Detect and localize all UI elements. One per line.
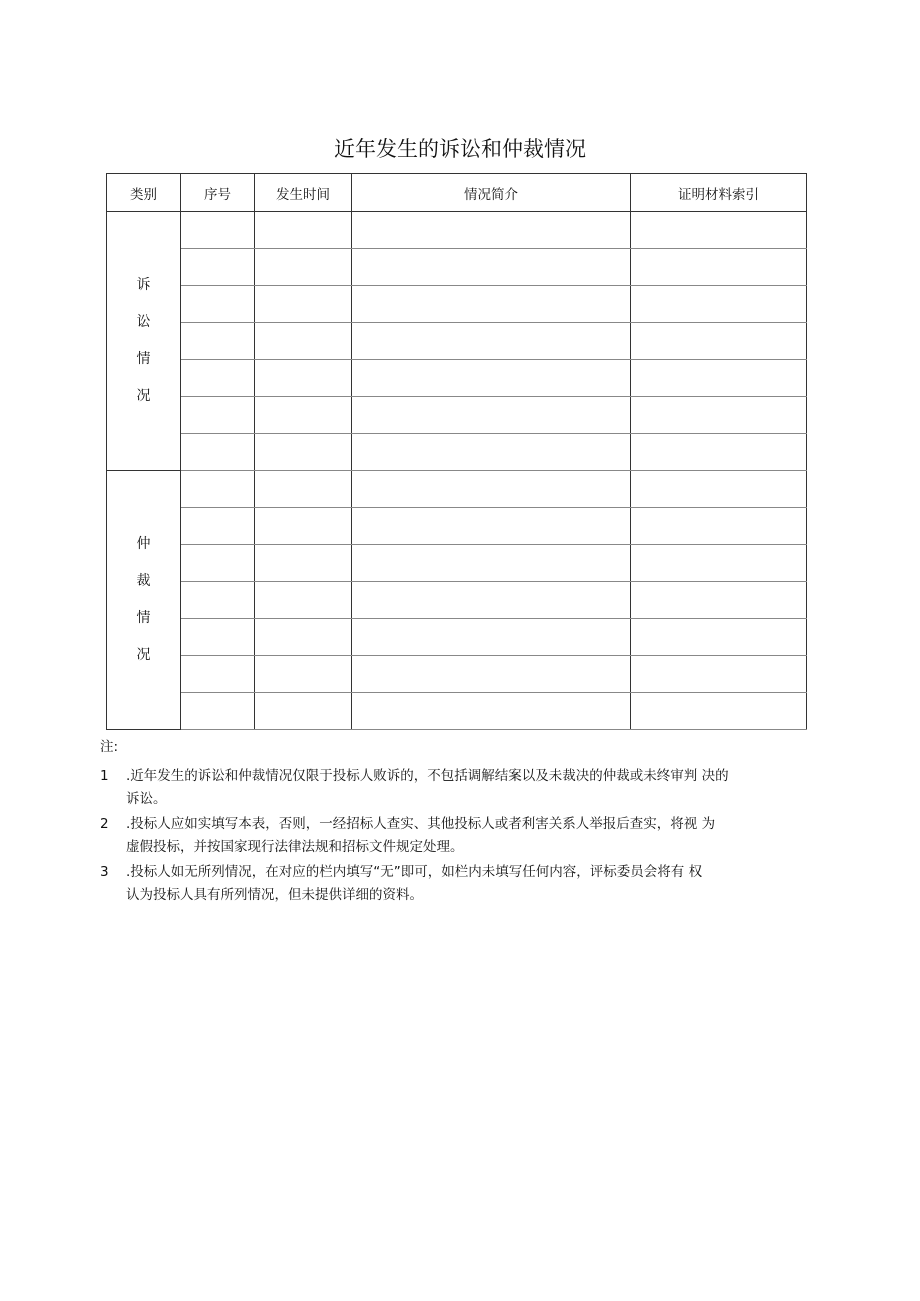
cell-summary[interactable] [352,286,631,323]
cell-number[interactable] [181,249,255,286]
cell-summary[interactable] [352,434,631,471]
cell-evidence-index[interactable] [631,434,807,471]
note-line: 认为投标人具有所列情况，但未提供详细的资料。 [126,887,423,903]
category-arbitration [107,471,181,730]
category-char: 情 [136,351,151,367]
table-row [107,286,807,323]
category-label [137,526,151,674]
table-row [107,656,807,693]
cell-summary[interactable] [352,212,631,249]
table-row [107,693,807,730]
cell-evidence-index[interactable] [631,508,807,545]
cell-number[interactable] [181,619,255,656]
cell-number[interactable] [181,397,255,434]
cell-number[interactable] [181,656,255,693]
header-category: 类别 [107,174,181,212]
category-char: 仲 [136,536,151,552]
cell-evidence-index[interactable] [631,693,807,730]
note-number: 3 [100,864,109,880]
table-row [107,619,807,656]
cell-evidence-index[interactable] [631,286,807,323]
category-char: 况 [136,647,151,663]
cell-number[interactable] [181,360,255,397]
note-number: 1 [100,768,109,784]
cell-date[interactable] [255,212,352,249]
table-row [107,471,807,508]
note-line: .近年发生的诉讼和仲裁情况仅限于投标人败诉的，不包括调解结案以及未裁决的仲裁或未终审判 决的 [126,768,729,784]
cell-evidence-index[interactable] [631,582,807,619]
cell-summary[interactable] [352,249,631,286]
category-char: 讼 [136,314,151,330]
cell-evidence-index[interactable] [631,656,807,693]
note-line: 虚假投标，并按国家现行法律法规和招标文件规定处理。 [126,839,464,855]
cell-number[interactable] [181,582,255,619]
table-row [107,323,807,360]
note-number: 2 [100,816,109,832]
note-item [100,765,820,811]
cell-number[interactable] [181,212,255,249]
cell-summary[interactable] [352,360,631,397]
cell-summary[interactable] [352,619,631,656]
header-number: 序号 [181,174,255,212]
cell-summary[interactable] [352,693,631,730]
cell-date[interactable] [255,508,352,545]
category-char: 况 [136,388,151,404]
cell-summary[interactable] [352,323,631,360]
header-summary: 情况简介 [352,174,631,212]
cell-date[interactable] [255,360,352,397]
cell-number[interactable] [181,471,255,508]
cell-date[interactable] [255,434,352,471]
page-title: 近年发生的诉讼和仲裁情况 [334,137,586,161]
notes-heading: 注: [100,739,119,755]
cell-evidence-index[interactable] [631,397,807,434]
cell-summary[interactable] [352,582,631,619]
table-row [107,508,807,545]
note-line: .投标人如无所列情况，在对应的栏内填写“无”即可，如栏内未填写任何内容，评标委员会将有 权 [126,864,703,880]
cell-number[interactable] [181,286,255,323]
cell-date[interactable] [255,582,352,619]
category-char: 诉 [136,277,151,293]
cell-evidence-index[interactable] [631,619,807,656]
cell-date[interactable] [255,545,352,582]
cell-evidence-index[interactable] [631,545,807,582]
cell-date[interactable] [255,471,352,508]
cell-number[interactable] [181,508,255,545]
table-row [107,545,807,582]
cell-date[interactable] [255,656,352,693]
cell-evidence-index[interactable] [631,212,807,249]
header-evidence-index: 证明材料索引 [631,174,807,212]
cell-date[interactable] [255,249,352,286]
table-row [107,434,807,471]
note-item [100,861,820,907]
note-line: 诉讼。 [126,791,167,807]
cell-number[interactable] [181,693,255,730]
cell-date[interactable] [255,323,352,360]
cell-summary[interactable] [352,656,631,693]
cell-evidence-index[interactable] [631,323,807,360]
category-char: 情 [136,610,151,626]
category-litigation [107,212,181,471]
note-line: .投标人应如实填写本表，否则，一经招标人查实、其他投标人或者利害关系人举报后查实，将视 为 [126,816,716,832]
cell-number[interactable] [181,323,255,360]
category-label [137,267,151,415]
table-row [107,360,807,397]
table-row [107,582,807,619]
litigation-arbitration-table [106,173,807,730]
cell-summary[interactable] [352,471,631,508]
table-header-row [107,174,807,212]
cell-evidence-index[interactable] [631,360,807,397]
cell-number[interactable] [181,434,255,471]
table-row [107,212,807,249]
note-item [100,813,820,859]
cell-date[interactable] [255,619,352,656]
cell-summary[interactable] [352,508,631,545]
cell-summary[interactable] [352,397,631,434]
cell-summary[interactable] [352,545,631,582]
cell-number[interactable] [181,545,255,582]
note-text [122,861,820,907]
table-row [107,249,807,286]
cell-evidence-index[interactable] [631,471,807,508]
header-date: 发生时间 [255,174,352,212]
cell-date[interactable] [255,693,352,730]
cell-date[interactable] [255,397,352,434]
table-row [107,397,807,434]
cell-date[interactable] [255,286,352,323]
note-text [122,813,820,859]
cell-evidence-index[interactable] [631,249,807,286]
category-char: 裁 [136,573,151,589]
note-text [122,765,820,811]
